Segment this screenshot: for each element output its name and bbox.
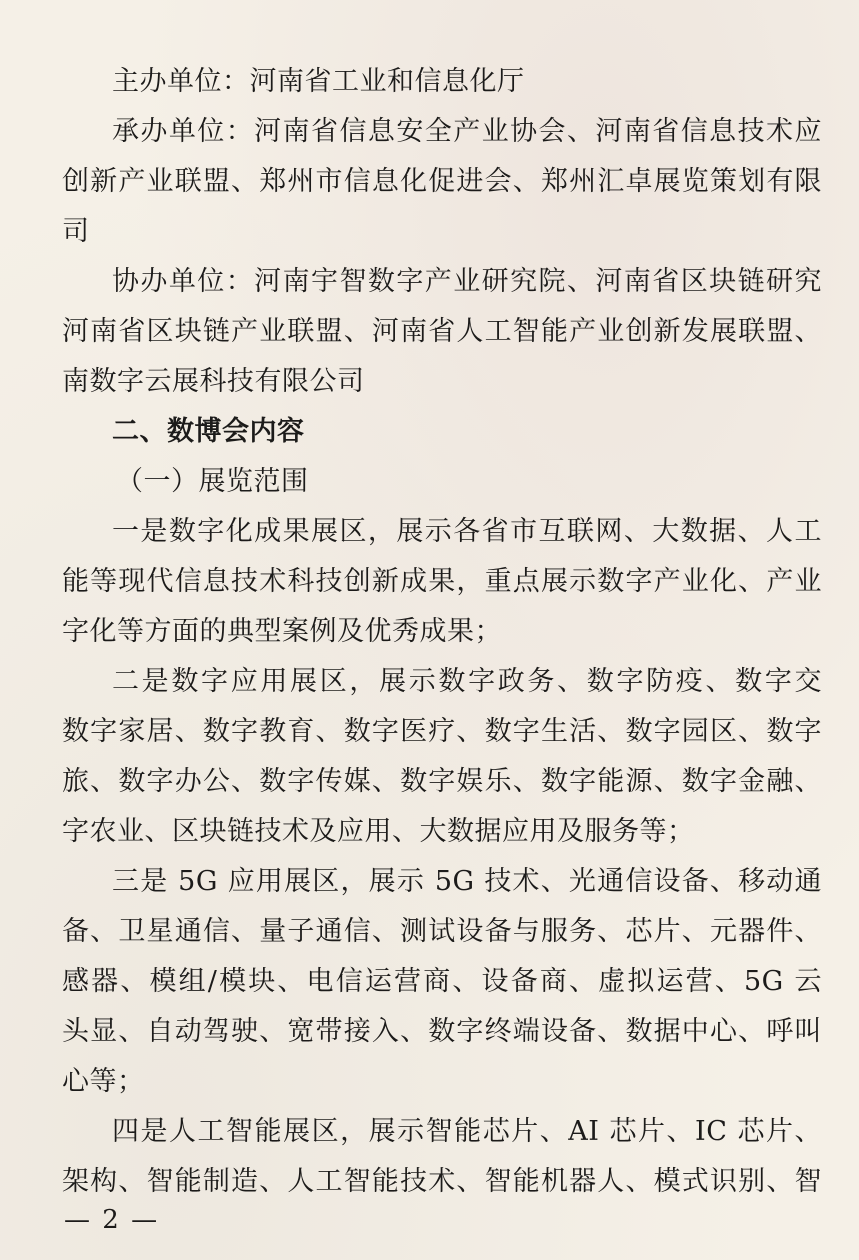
co-organizer-line: 协办单位：河南宇智数字产业研究院、河南省区块链研究 (112, 266, 822, 297)
paragraph-line: 三是 5G 应用展区，展示 5G 技术、光通信设备、移动通 (112, 866, 822, 897)
paragraph-line: 一是数字化成果展区，展示各省市互联网、大数据、人工 (112, 516, 822, 547)
paragraph-line: 旅、数字办公、数字传媒、数字娱乐、数字能源、数字金融、 (62, 766, 822, 797)
section-heading: 二、数博会内容 (112, 416, 305, 447)
paragraph-line: 感器、模组/模块、电信运营商、设备商、虚拟运营、5G 云 (62, 966, 822, 997)
organizer-line: 主办单位：河南省工业和信息化厅 (112, 66, 525, 97)
subsection-heading: （一）展览范围 (116, 466, 309, 497)
paragraph-line: 数字家居、数字教育、数字医疗、数字生活、数字园区、数字 (62, 716, 822, 747)
co-organizer-line-end: 南数字云展科技有限公司 (62, 366, 365, 397)
page-number: — 2 — (64, 1205, 160, 1235)
paragraph-line: 备、卫星通信、量子通信、测试设备与服务、芯片、元器件、 (62, 916, 822, 947)
co-organizer-line-continued: 河南省区块链产业联盟、河南省人工智能产业创新发展联盟、 (62, 316, 822, 347)
paragraph-line: 字农业、区块链技术及应用、大数据应用及服务等； (62, 816, 695, 847)
paragraph-line: 架构、智能制造、人工智能技术、智能机器人、模式识别、智 (62, 1166, 822, 1197)
paragraph-line: 字化等方面的典型案例及优秀成果； (62, 616, 502, 647)
host-line-continued: 创新产业联盟、郑州市信息化促进会、郑州汇卓展览策划有限 (62, 166, 822, 197)
paragraph-line: 四是人工智能展区，展示智能芯片、AI 芯片、IC 芯片、 (112, 1116, 822, 1147)
paragraph-line: 能等现代信息技术科技创新成果，重点展示数字产业化、产业 (62, 566, 822, 597)
paragraph-line: 二是数字应用展区，展示数字政务、数字防疫、数字交 (112, 666, 822, 697)
host-line: 承办单位：河南省信息安全产业协会、河南省信息技术应 (112, 116, 822, 147)
paragraph-line: 头显、自动驾驶、宽带接入、数字终端设备、数据中心、呼叫 (62, 1016, 822, 1047)
paragraph-line: 心等； (62, 1066, 145, 1097)
host-line-end: 司 (62, 216, 90, 247)
